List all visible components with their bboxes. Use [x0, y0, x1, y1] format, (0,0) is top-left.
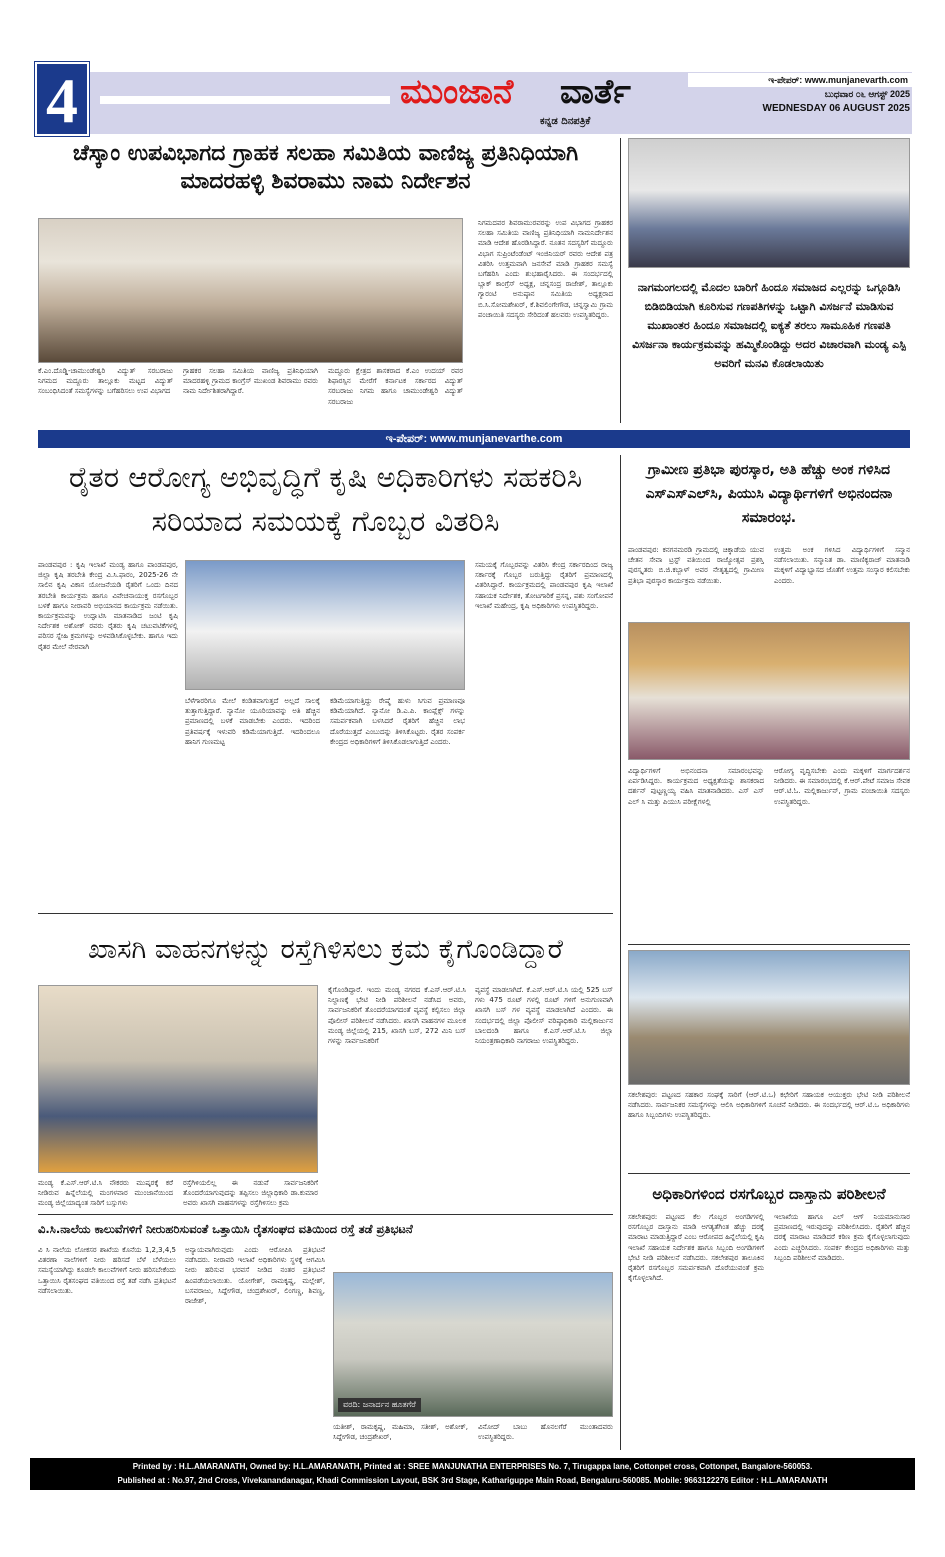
article-column: ಆರೋಗ್ಯ ವೃದ್ಧಿಸಬೇಕು ಎಂದು ಮಕ್ಕಳಿಗೆ ಮಾರ್ಗದರ್ಶನ ನೀಡಿದರು. ಈ ಸಮಾರಂಭದಲ್ಲಿ ಕೆ.ಆರ್.ಪೇಟೆ ಸಮಾಜ ಸೇವಕ ಆರ್.ಟಿ.ಓ. ಮಲ್ಲಿಕಾರ್ಜುನ್, ಗ್ರಾಮ ಪಂಚಾಯಿತಿ ಸದಸ್ಯರು ಉಪಸ್ಥಿತರಿದ್ದರು. [774, 767, 910, 806]
article-column: ನಿಗಮದವರ ಶಿವರಾಮುರವರನ್ನು ಉಪ ವಿಭಾಗದ ಗ್ರಾಹಕರ ಸಲಹಾ ಸಮಿತಿಯ ವಾಣಿಜ್ಯ ಪ್ರತಿನಿಧಿಯಾಗಿ ನಾಮನಿರ್ದೇಶನ ಮಾಡಿ ಆದೇಶ ಹೊರಡಿಸಿದ್ದಾರೆ. ನೂತನ ಸದಸ್ಯರಿಗೆ ಮದ್ದೂರು ವಿಭಾಗ ಸುಪ್ರಿಂಟೆಂಡೆಂಟ್ ಇಂಜಿನಿಯರ್ ರವರು ಆದೇಶ ಪತ್ರ ವಿತರಿಸಿ ಉತ್ತಮವಾಗಿ ಜನಸೇವೆ ಮಾಡಿ ಗ್ರಾಹಕರ ಸಮಸ್ಯೆ ಬಗೆಹರಿಸಿ ಎಂದು ಶುಭಹಾರೈಸಿದರು. ಈ ಸಂದರ್ಭದಲ್ಲಿ ಬ್ಲಾಕ್ ಕಾಂಗ್ರೆಸ್ ಅಧ್ಯಕ್ಷ, ಚನ್ನಸಂದ್ರ ರಾಜೇಶ್, ತಾಲ್ಲೂಕು ಗ್ಯಾರಂಟಿ ಅನುಷ್ಠಾನ ಸಮಿತಿಯ ಅಧ್ಯಕ್ಷರಾದ ಬಿ.ಸಿ.ಸೋಮಶೇಖರ್, ಕೆ.ಶಿವಲಿಂಗೇಗೌಡ, ಚನ್ನಸ್ವಾಮಿ ಗ್ರಾಮ ಪಂಚಾಯಿತಿ ಸದಸ್ಯರು ಸೇರಿದಂತೆ ಹಲವರು ಉಪಸ್ಥಿತರಿದ್ದರು. [478, 219, 613, 319]
article-column: ಕಡಿಮೆಯಾಗುತ್ತಿದ್ದು ರೇಷ್ಮೆ ಹುಳು ಸಿಗುವ ಪ್ರಮಾಣವೂ ಕಡಿಮೆಯಾಗಿದೆ. ನ್ಯಾನೋ ಡಿ.ಎ.ಪಿ. ಕಾಂಪ್ಲೆಕ್ಸ್ ಗಳನ್ನು ಸಮರ್ಪಕವಾಗಿ ಬಳಸಿದರೆ ರೈತರಿಗೆ ಹೆಚ್ಚಿನ ಲಾಭ ದೊರೆಯುತ್ತದೆ ಎಂಬುದನ್ನು ತಿಳಿಸಿಕೊಟ್ಟರು. ರೈತರ ಸಂಪರ್ಕ ಕೇಂದ್ರದ ಅಧಿಕಾರಿಗಳಿಗೆ ತಿಳಿಸಿಕೊಡಲಾಗುತ್ತಿದೆ ಎಂದರು. [330, 697, 465, 746]
article-column: ಅನ್ಯಾಯವಾಗಿರುವುದು ಎಂದು ಆರೋಪಿಸಿ ಪ್ರತಿಭಟನೆ ನಡೆಸಿದರು. ನೀರಾವರಿ ಇಲಾಖೆ ಅಧಿಕಾರಿಗಳು ಸ್ಥಳಕ್ಕೆ ಆಗಮಿಸಿ ನೀರು ಹರಿಸುವ ಭರವಸೆ ನೀಡಿದ ನಂತರ ಪ್ರತಿಭಟನೆ ಹಿಂಪಡೆಯಲಾಯಿತು. ಯೋಗೇಶ್, ರಾಮಕೃಷ್ಣ, ಮಲ್ಲೇಶ್, ಬಸವರಾಜು, ಸಿದ್ದೇಗೌಡ, ಚಂದ್ರಶೇಖರ್, ಲಿಂಗಣ್ಣ, ಶಿವಣ್ಣ, ರಾಜೇಶ್, [185, 1246, 325, 1306]
article-column: ಇಲಾಖೆಯ ಹಾಗೂ ಎಲ್ ಆಗ್ ನಿಯಮಾನುಸಾರ ಪ್ರಮಾಣದಲ್ಲಿ ಇರುವುದನ್ನು ಪರಿಶೀಲಿಸಿದರು. ರೈತರಿಗೆ ಹೆಚ್ಚಿನ ದರಕ್ಕೆ ಮಾರಾಟ ಮಾಡಿದರೆ ಕಠಿಣ ಕ್ರಮ ಕೈಗೊಳ್ಳಲಾಗುವುದು ಎಂದು ಎಚ್ಚರಿಸಿದರು. ಸಂಪರ್ಕ ಕೇಂದ್ರದ ಅಧಿಕಾರಿಗಳು ಮತ್ತು ಸಿಬ್ಬಂದಿ ಪರಿಶೀಲನೆ ಮಾಡಿದರು. [774, 1213, 910, 1262]
article-column: ಸಮಯಕ್ಕೆ ಗೊಬ್ಬರವನ್ನು ವಿತರಿಸಿ ಕೇಂದ್ರ ಸರ್ಕಾರದಿಂದ ರಾಜ್ಯ ಸರ್ಕಾರಕ್ಕೆ ಗೊಬ್ಬರ ಬರುತ್ತಿದ್ದು ರೈತರಿಗೆ ಪ್ರಮಾಣದಲ್ಲಿ ವಿತರಿಸಿದ್ದಾರೆ. ಕಾರ್ಯಕ್ರಮದಲ್ಲಿ ಪಾಂಡವಪುರ ಕೃಷಿ ಇಲಾಖೆ ಸಹಾಯಕ ನಿರ್ದೇಶಕ, ತೋಟಗಾರಿಕೆ ಪ್ರಸನ್ನ, ಪಶು ಸಂಗೋಪನೆ ಇಲಾಖೆ ಮಹೇಂದ್ರ, ಕೃಷಿ ಅಧಿಕಾರಿಗಳು ಉಪಸ್ಥಿತರಿದ್ದರು. [475, 561, 613, 610]
logo-black: ವಾರ್ತೆ [560, 72, 631, 112]
headline-pratibha-puraskara: ಗ್ರಾಮೀಣ ಪ್ರತಿಭಾ ಪುರಸ್ಕಾರ, ಅತಿ ಹೆಚ್ಚು ಅಂಕ ಗಳಿಸಿದ ಎಸ್‌ಎಸ್‌ಎಲ್‌ಸಿ, ಪಿಯುಸಿ ವಿದ್ಯಾರ್ಥಿಗಳಿಗೆ ಅಭಿನಂದನಾ ಸಮಾರಂಭ. [645, 462, 893, 526]
imprint-line-1: Printed by : H.L.AMARANATH, Owned by: H.L.AMARANATH, Printed at : SREE MANJUNATHA ENTERPRISES No. 7, Tirugappa lane, Cottonpet cross, Cottonpet, Bangalore-560053. [132, 1462, 813, 1471]
headline-private-vehicles: ಖಾಸಗಿ ವಾಹನಗಳನ್ನು ರಸ್ತೆಗಿಳಿಸಲು ಕ್ರಮ ಕೈಗೊಂಡಿದ್ದಾರೆ [87, 934, 564, 965]
headline-cescom: ಚೆಸ್ಕಾಂ ಉಪವಿಭಾಗದ ಗ್ರಾಹಕ ಸಲಹಾ ಸಮಿತಿಯ ವಾಣಿಜ್ಯ ಪ್ರತಿನಿಧಿಯಾಗಿ ಮಾದರಹಳ್ಳಿ ಶಿವರಾಮು ನಾಮ ನಿರ್ದೇಶನ [72, 141, 579, 194]
divider [628, 944, 910, 945]
photo-road-blockade [333, 1272, 613, 1417]
photo-caption: ಸಕಲೇಶಪುರ: ಪಟ್ಟಣದ ಸಹಕಾರ ಸಂಘಕ್ಕೆ ಸಾರಿಗೆ (ಆರ್.ಟಿ.ಒ) ಕಛೇರಿಗೆ ಸಹಾಯಕ ಆಯುಕ್ತರು ಭೇಟಿ ನೀಡಿ ಪರಿಶೀಲನೆ ನಡೆಸಿದರು. ಸಾರ್ವಜನಿಕರ ಸಮಸ್ಯೆಗಳನ್ನು ಆಲಿಸಿ ಅಧಿಕಾರಿಗಳಿಗೆ ಸೂಚನೆ ನೀಡಿದರು. ಈ ಸಂದರ್ಭದಲ್ಲಿ ಆರ್.ಟಿ.ಒ ಅಧಿಕಾರಿಗಳು ಹಾಗೂ ಸಿಬ್ಬಂದಿಗಳು ಉಪಸ್ಥಿತರಿದ್ದರು. [628, 1091, 910, 1120]
ganesha-petition-caption: ನಾಗಮಂಗಲದಲ್ಲಿ ಮೊದಲ ಬಾರಿಗೆ ಹಿಂದೂ ಸಮಾಜದ ಎಲ್ಲರನ್ನು ಒಗ್ಗೂಡಿಸಿ ಬಿಡಿಬಿಡಿಯಾಗಿ ಕೂರಿಸುವ ಗಣಪತಿಗಳನ್ನು ಒಟ್ಟಾಗಿ ವಿಸರ್ಜನೆ ಮಾಡಿಸುವ ಮುಖಾಂತರ ಹಿಂದೂ ಸಮಾಜದಲ್ಲಿ ಐಕ್ಯತೆ ತರಲು ಸಾಮೂಹಿಕ ಗಣಪತಿ ವಿಸರ್ಜನಾ ಕಾರ್ಯಕ್ರಮವನ್ನು ಹಮ್ಮಿಕೊಂಡಿದ್ದು ಅದರ ವಿಚಾರವಾಗಿ ಮಂಡ್ಯ ಎಸ್ಪಿ ಅವರಿಗೆ ಮನವಿ ಕೊಡಲಾಯಿತು [632, 281, 906, 370]
article-column: ವ್ಯವಸ್ಥೆ ಮಾಡಲಾಗಿದೆ. ಕೆ.ಎಸ್.ಆರ್.ಟಿ.ಸಿ ಯಲ್ಲಿ 525 ಬಸ್ ಗಳು 475 ರೂಟ್ ಗಳಲ್ಲಿ ರೂಟ್ ಗಳಿಗೆ ಅನುಗುಣವಾಗಿ ಖಾಸಗಿ ಬಸ್ ಗಳ ವ್ಯವಸ್ಥೆ ಮಾಡಲಾಗಿದೆ ಎಂದರು. ಈ ಸಂದರ್ಭದಲ್ಲಿ ಜಿಲ್ಲಾ ಪೊಲೀಸ್ ವರಿಷ್ಠಾಧಿಕಾರಿ ಮಲ್ಲಿಕಾರ್ಜುನ ಬಾಲದಂಡಿ ಹಾಗೂ ಕೆ.ಎಸ್.ಆರ್.ಟಿ.ಸಿ ಜಿಲ್ಲಾ ನಿಯಂತ್ರಣಾಧಿಕಾರಿ ನಾಗರಾಜು ಉಪಸ್ಥಿತರಿದ್ದರು. [475, 986, 613, 1046]
article-column: ಮಂಡ್ಯ ಕೆ.ಎಸ್.ಆರ್.ಟಿ.ಸಿ ನೌಕರರು ಮುಷ್ಕರಕ್ಕೆ ಕರೆ ನೀಡಿರುವ ಹಿನ್ನೆಲೆಯಲ್ಲಿ ಮಂಗಳವಾರ ಮುಂಜಾನೆಯಿಂದ ಮಂಡ್ಯ ಜಿಲ್ಲೆಯಾದ್ಯಂತ ಸಾರಿಗೆ ಬಸ್ಸುಗಳು [38, 1179, 173, 1208]
photo-credit: ವರದಿ: ಜನಾರ್ದನ ಹೂತಗೆರೆ [338, 1398, 421, 1412]
article-column: ರಸ್ತೆಗಿಳಿಯಲಿಲ್ಲ ಈ ನಡುವೆ ಸಾರ್ವಜನಿಕರಿಗೆ ತೊಂದರೆಯಾಗುವುದನ್ನು ತಪ್ಪಿಸಲು ಜಿಲ್ಲಾಧಿಕಾರಿ ಡಾ.ಕುಮಾರ ಅವರು ಖಾಸಗಿ ವಾಹನಗಳನ್ನು ರಸ್ತೆಗಿಳಿಸಲು ಕ್ರಮ [183, 1179, 318, 1208]
article-column: ಕೈಗೊಂಡಿದ್ದಾರೆ. ಇಂದು ಮಂಡ್ಯ ನಗರದ ಕೆ.ಎಸ್.ಆರ್.ಟಿ.ಸಿ ನಿಲ್ದಾಣಕ್ಕೆ ಭೇಟಿ ನೀಡಿ ಪರಿಶೀಲನೆ ನಡೆಸಿದ ಅವರು, ಸಾರ್ವಜನಿಕರಿಗೆ ತೊಂದರೆಯಾಗದಂತೆ ವ್ಯವಸ್ಥೆ ಕಲ್ಪಿಸಲು ಜಿಲ್ಲಾ ಪೊಲೀಸ್ ಪರಿಶೀಲನೆ ನಡೆಸಿದರು. ಖಾಸಗಿ ವಾಹನಗಳ ಮೂಲಕ ಮಂಡ್ಯ ಜಿಲ್ಲೆಯಲ್ಲಿ 215, ಖಾಸಗಿ ಬಸ್, 272 ಮಿನಿ ಬಸ್ ಗಳನ್ನು ಸಾರ್ವಜನಿಕರಿಗೆ [328, 986, 466, 1046]
article-column: ಸಕಲೇಶಪುರ: ಪಟ್ಟಣದ ಕೆಲ ಗೊಬ್ಬರ ಅಂಗಡಿಗಳಲ್ಲಿ ರಸಗೊಬ್ಬರ ದಾಸ್ತಾನು ಮಾಡಿ ಅಗತ್ಯತೆಗಿಂತ ಹೆಚ್ಚು ದರಕ್ಕೆ ಮಾರಾಟ ಮಾಡುತ್ತಿದ್ದಾರೆ ಎಂಬ ಆರೋಪದ ಹಿನ್ನೆಲೆಯಲ್ಲಿ ಕೃಷಿ ಇಲಾಖೆ ಸಹಾಯಕ ನಿರ್ದೇಶಕ ಹಾಗೂ ಸಿಬ್ಬಂದಿ ಅಂಗಡಿಗಳಿಗೆ ಭೇಟಿ ನೀಡಿ ಪರಿಶೀಲನೆ ನಡೆಸಿದರು. ಸಕಲೇಶಪುರ ತಾಲೂಕಿನ ರೈತರಿಗೆ ರಸಗೊಬ್ಬರ ಸಮರ್ಪಕವಾಗಿ ದೊರೆಯುವಂತೆ ಕ್ರಮ ಕೈಗೊಳ್ಳಲಾಗಿದೆ. [628, 1213, 764, 1283]
column-divider [620, 455, 621, 1450]
date-english: WEDNESDAY 06 AUGUST 2025 [762, 103, 910, 114]
epaper-bar[interactable]: ಇ-ಪೇಪರ್: www.munjanevarthe.com [38, 430, 910, 448]
article-column: ವಿದ್ಯಾರ್ಥಿಗಳಿಗೆ ಅಭಿನಂದನಾ ಸಮಾರಂಭವನ್ನು ಏರ್ಪಡಿಸಿದ್ದರು. ಕಾರ್ಯಕ್ರಮದ ಅಧ್ಯಕ್ಷತೆಯನ್ನು ಶಾಸಕರಾದ ದರ್ಶನ್ ಪುಟ್ಟಣ್ಣಯ್ಯ ವಹಿಸಿ ಮಾತನಾಡಿದರು. ಎಸ್ ಎಸ್ ಎಲ್ ಸಿ ಮತ್ತು ಪಿಯುಸಿ ಪರೀಕ್ಷೆಗಳಲ್ಲಿ [628, 767, 764, 806]
article-column: ಮದ್ದೂರು ಕ್ಷೇತ್ರದ ಶಾಸಕರಾದ ಕೆ.ಎಂ ಉದಯ್ ರವರ ಶಿಫಾರಸ್ಸಿನ ಮೇರೆಗೆ ಕರ್ನಾಟಕ ಸರ್ಕಾರದ ವಿದ್ಯುತ್ ಸರಬರಾಜು ನಿಗಮ ಹಾಗೂ ಚಾಮುಂಡೇಶ್ವರಿ ವಿದ್ಯುತ್ ಸರಬರಾಜು [328, 367, 463, 406]
photo-cescom-appointment [38, 218, 463, 363]
divider [38, 1214, 613, 1215]
headline-fertilizer-inspection: ಅಧಿಕಾರಿಗಳಿಂದ ರಸಗೊಬ್ಬರ ದಾಸ್ತಾನು ಪರಿಶೀಲನೆ [652, 1185, 886, 1203]
tagline: ಕನ್ನಡ ದಿನಪತ್ರಿಕೆ [540, 116, 591, 127]
column-divider [620, 138, 621, 423]
article-column: ಕೆ.ಎಂ.ದೊಡ್ಡಿ-ಚಾಮುಂಡೇಶ್ವರಿ ವಿದ್ಯುತ್ ಸರಬರಾಜು ನಿಗಮದ ಮದ್ದೂರು ತಾಲ್ಲೂಕು ಮಟ್ಟದ ವಿದ್ಯುತ್ ಸಂಬಂಧಿಸಿದಂತೆ ಸಮಸ್ಯೆಗಳನ್ನು ಬಗೆಹರಿಸಲು ಉಪ ವಿಭಾಗದ [38, 367, 173, 396]
page-number: 4 [35, 62, 89, 136]
imprint-line-2: Published at : No.97, 2nd Cross, Vivekanandanagar, Khadi Commission Layout, BSK 3rd Stage, Kathariguppe Main Road, Bengaluru-560085. Mobile: 9663122276 Editor : H.L.AMARANATH [117, 1476, 828, 1485]
photo-rto-visit [628, 950, 910, 1085]
photo-ksrtc-inspection [38, 985, 318, 1173]
date-kannada: ಬುಧವಾರ ೦೬ ಆಗಸ್ಟ್ 2025 [824, 89, 910, 99]
article-column: ಪಾಂಡವಪುರ : ಕೃಷಿ ಇಲಾಖೆ ಮಂಡ್ಯ ಹಾಗೂ ಪಾಂಡವಪುರ, ಜಿಲ್ಲಾ ಕೃಷಿ ತರಬೇತಿ ಕೇಂದ್ರ ವಿ.ಸಿ.ಫಾರಂ, 2025-26 ನೇ ಸಾಲಿನ ಕೃಷಿ ವಿಕಾಸ ಯೋಜನೆಯಡಿ ರೈತರಿಗೆ ಒಂದು ದಿನದ ತರಬೇತಿ ಕಾರ್ಯಕ್ರಮ ಹಾಗೂ ವಿವೇಚನಾಯುಕ್ತ ರಸಗೊಬ್ಬರ ಬಳಕೆ ಹಾಗೂ ನೀರಾವರಿ ಅಭಿಯಾನದ ಕಾರ್ಯಕ್ರಮ ನಡೆಯಿತು. ಕಾರ್ಯಕ್ರಮವನ್ನು ಉದ್ಘಾಟಿಸಿ ಮಾತನಾಡಿದ ಜಂಟಿ ಕೃಷಿ ನಿರ್ದೇಶಕ ಅಶೋಕ್ ರವರು ರೈತರು ಕೃಷಿ ಚಟುವಟಿಕೆಗಳಲ್ಲಿ ಪರಿಸರ ಸ್ನೇಹಿ ಕ್ರಮಗಳನ್ನು ಅಳವಡಿಸಿಕೊಳ್ಳಬೇಕು. ಹಾಗೂ ಇದು ರೈತರ ಮೇಲೆ ನೇರವಾಗಿ [38, 561, 178, 651]
logo-red: ಮುಂಜಾನೆ [400, 72, 514, 112]
headline-fertilizer: ರೈತರ ಆರೋಗ್ಯ ಅಭಿವೃದ್ಧಿಗೆ ಕೃಷಿ ಅಧಿಕಾರಿಗಳು ಸಹಕರಿಸಿ ಸರಿಯಾದ ಸಮಯಕ್ಕೆ ಗೊಬ್ಬರ ವಿತರಿಸಿ [68, 460, 583, 538]
article-column: ಉತ್ತಮ ಅಂಕ ಗಳಿಸಿದ ವಿದ್ಯಾರ್ಥಿಗಳಿಗೆ ಸನ್ಮಾನ ನಡೆಸಲಾಯಿತು. ಸನ್ಮಾನಿತ ಡಾ. ಮಾಣಿಕ್ಯರಾಜ್ ಮಾತನಾಡಿ ಮಕ್ಕಳಿಗೆ ವಿದ್ಯಾಭ್ಯಾಸದ ಜೊತೆಗೆ ಉತ್ತಮ ಸಂಸ್ಕಾರ ಕಲಿಸಬೇಕು ಎಂದರು. [774, 546, 910, 585]
headline-vc-canal-protest: ವಿ.ಸಿ.ನಾಲೆಯ ಕಾಲುವೆಗಳಿಗೆ ನೀರುಹರಿಸುವಂತೆ ಒತ್ತಾಯಿಸಿ ರೈತಸಂಘದ ವತಿಯಿಂದ ರಸ್ತೆ ತಡೆ ಪ್ರತಿಭಟನೆ [38, 1222, 413, 1236]
divider [628, 1173, 910, 1174]
article-column: ಗ್ರಾಹಕರ ಸಲಹಾ ಸಮಿತಿಯ ವಾಣಿಜ್ಯ ಪ್ರತಿನಿಧಿಯಾಗಿ ಮಾದರಹಳ್ಳಿ ಗ್ರಾಮದ ಕಾಂಗ್ರೆಸ್ ಮುಖಂಡ ಶಿವರಾಮು ರವರು ನಾಮ ನಿರ್ದೇಶಿತರಾಗಿದ್ದಾರೆ. [183, 367, 318, 396]
article-column: ಬೆಳೆಗಾರರಿಗೂ ಮೇಲೆ ಕಂಡಿತವಾಗುತ್ತದೆ ಅಲ್ಲದೆ ಸಾಲಕ್ಕೆ ತುತ್ತಾಗುತ್ತಿದ್ದಾರೆ. ನ್ಯಾನೋ ಯೂರಿಯಾವನ್ನು ಅತಿ ಹೆಚ್ಚಿನ ಪ್ರಮಾಣದಲ್ಲಿ ಬಳಕೆ ಮಾಡಬೇಕು ಎಂದರು. ಇದರಿಂದ ಪ್ರತಿವರ್ಷಕ್ಕೆ ಇಳುವರಿ ಕಡಿಮೆಯಾಗುತ್ತಿದೆ. ಇದರಿಂದಲೂ ಹಾನಿಗ ಗುಣಮಟ್ಟ [185, 697, 320, 746]
article-column: ವಿನೋದ್ ಬಾಬು ಹೊನಲಗೆರೆ ಮುಂತಾದವರು ಉಪಸ್ಥಿತರಿದ್ದರು. [478, 1423, 613, 1442]
article-column: ವಿ ಸಿ ನಾಲೆಯ ಲೋಕಸರ ಶಾಖೆಯ ಕೊನೆಯ 1,2,3,4,5 ವಿತರಣಾ ನಾಲೆಗಳಿಗೆ ನೀರು ಹರಿಸದೆ ಬೆಳೆ ಬೆಳೆಯಲು ಸಮಸ್ಯೆಯಾಗಿದ್ದು ಕೂಡಲೇ ಕಾಲುವೆಗಳಿಗೆ ನೀರು ಹರಿಸಬೇಕೆಂದು ಒತ್ತಾಯಿಸಿ ರೈತಸಂಘದ ವತಿಯಿಂದ ರಸ್ತೆ ತಡೆ ನಡೆಸಿ ಪ್ರತಿಭಟನೆ ನಡೆಸಲಾಯಿತು. [38, 1246, 176, 1295]
photo-ganesha-petition [628, 138, 910, 268]
article-column: ಯತೀಶ್, ರಾಮಕೃಷ್ಣ, ಮಹಿಮಾ, ಸತೀಶ್, ಅಶೋಕ್, ಸಿದ್ದೇಗೌಡ, ಚಂದ್ರಶೇಖರ್, [333, 1423, 468, 1442]
masthead-stripe [100, 96, 390, 104]
imprint-footer [30, 1458, 915, 1490]
epaper-url[interactable]: ಇ-ಪೇಪರ್: www.munjanevarth.com [688, 73, 912, 87]
article-column: ಪಾಂಡವಪುರ: ಕನಗನಮರಡಿ ಗ್ರಾಮದಲ್ಲಿ ಚಿಕ್ಕಾಡೆಯ ಯುವ ಚೇತನ ಸೇವಾ ಟ್ರಸ್ಟ್ ವತಿಯಿಂದ ರಾಜ್ಯೋತ್ಸವ ಪ್ರಶಸ್ತಿ ಪುರಸ್ಕೃತರು ಬಿ.ಜಿ.ಕಬ್ಬಾಳ್ ಅವರ ನೇತೃತ್ವದಲ್ಲಿ ಗ್ರಾಮೀಣ ಪ್ರತಿಭಾ ಪುರಸ್ಕಾರ ಕಾರ್ಯಕ್ರಮ ನಡೆಯಿತು. [628, 546, 764, 585]
divider [38, 913, 613, 914]
photo-agri-training [185, 560, 465, 690]
photo-student-felicitation [628, 622, 910, 760]
